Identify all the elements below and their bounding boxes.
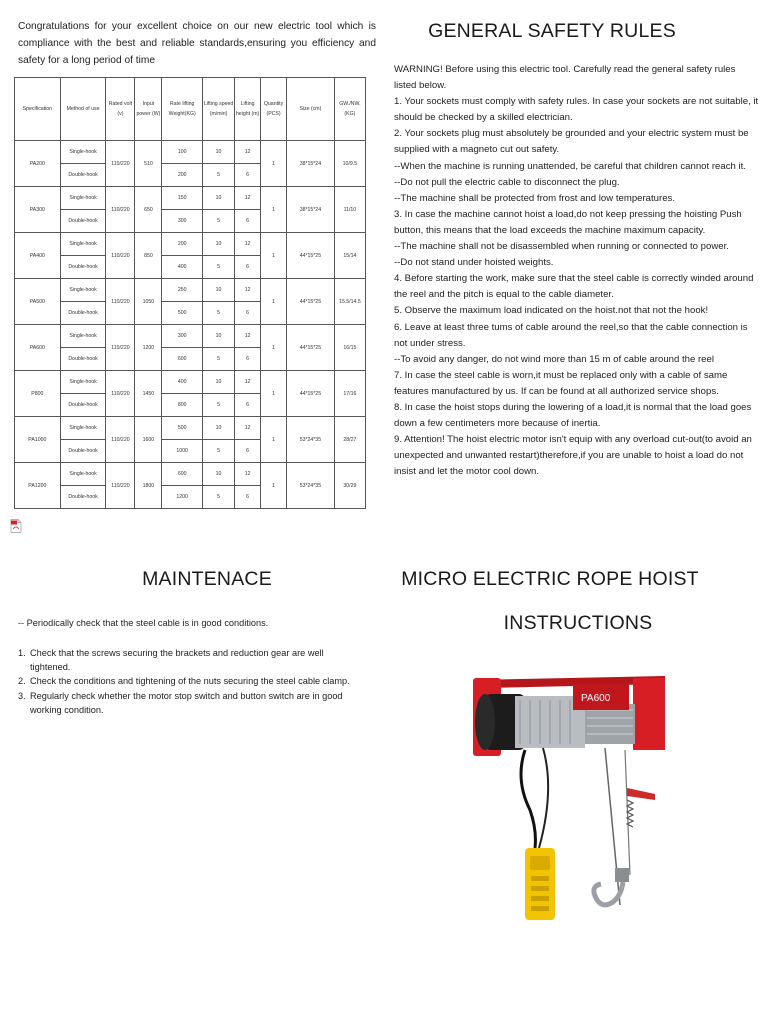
header-gw-nw: GW./NW. (KG) [334, 78, 365, 141]
height-cell: 6 [235, 164, 261, 187]
height-cell: 12 [235, 371, 261, 394]
height-cell: 12 [235, 325, 261, 348]
model-cell: PA500 [15, 279, 61, 325]
height-cell: 12 [235, 279, 261, 302]
height-cell: 12 [235, 233, 261, 256]
safety-line: --When the machine is running unattended, be careful that children cannot reach it. [394, 160, 746, 172]
method-cell: Single-hook [60, 325, 106, 348]
table-row [15, 417, 366, 440]
speed-cell: 10 [202, 279, 234, 302]
list-text: Check that the screws securing the brackets and reduction gear are well tightened. [30, 648, 324, 673]
speed-cell: 10 [202, 463, 234, 486]
volt-cell: 110/220 [106, 325, 135, 371]
weight-cell: 600 [162, 463, 203, 486]
quantity-cell: 1 [261, 463, 287, 509]
height-cell: 6 [235, 394, 261, 417]
size-cell: 44*15*25 [287, 233, 335, 279]
safety-line: --Do not stand under hoisted weights. [394, 257, 554, 269]
list-number: 2. [18, 676, 26, 687]
method-cell: Double-hook [60, 210, 106, 233]
maintenance-intro: -- Periodically check that the steel cable is in good conditions. [18, 618, 269, 628]
speed-cell: 10 [202, 417, 234, 440]
weight-cell: 200 [162, 233, 203, 256]
model-cell: PA200 [15, 141, 61, 187]
safety-line: WARNING! Before using this electric tool. Carefully read the general safety rules listed below. [394, 64, 736, 92]
maintenance-title: MAINTENACE [142, 568, 272, 590]
table-row [15, 371, 366, 394]
speed-cell: 10 [202, 371, 234, 394]
weight-cell: 300 [162, 325, 203, 348]
safety-line: --To avoid any danger, do not wind more than 15 m of cable around the reel [394, 353, 714, 365]
weight-cell: 1200 [162, 486, 203, 509]
speed-cell: 5 [202, 302, 234, 325]
safety-line: 6. Leave at least three tums of cable around the reel,so that the cable connection is not under stress. [394, 321, 748, 349]
table-row [15, 233, 366, 256]
safety-line: 4. Before starting the work, make sure that the steel cable is correctly winded around the reel and the pitch is equal to the cable diameter. [394, 273, 754, 301]
safety-rules-title: GENERAL SAFETY RULES [428, 20, 676, 42]
method-cell: Double-hook [60, 394, 106, 417]
list-text: Check the conditions and tightening of the nuts securing the steel cable clamp. [30, 676, 350, 687]
size-cell: 44*15*25 [287, 371, 335, 417]
table-row [15, 463, 366, 486]
height-cell: 6 [235, 210, 261, 233]
weight-cell: 300 [162, 210, 203, 233]
weight-cell: 600 [162, 348, 203, 371]
height-cell: 12 [235, 463, 261, 486]
model-cell: PA600 [15, 325, 61, 371]
speed-cell: 5 [202, 486, 234, 509]
size-cell: 38*15*24 [287, 187, 335, 233]
safety-rules-body [394, 62, 760, 480]
speed-cell: 10 [202, 233, 234, 256]
quantity-cell: 1 [261, 233, 287, 279]
intro-paragraph: Congratulations for your excellent choice on our new electric tool which is compliance with the best and reliable standards,ensuring you efficiency and safety for a long period of time [18, 21, 376, 66]
maintenance-list [18, 646, 363, 717]
method-cell: Single-hook [60, 463, 106, 486]
table-header-row [15, 78, 366, 141]
pdf-file-icon [10, 519, 22, 533]
table-row [15, 187, 366, 210]
safety-line: --The machine shall be protected from frost and low temperatures. [394, 192, 676, 204]
weight-cell: 800 [162, 394, 203, 417]
safety-line: 3. In case the machine cannot hoist a load,do not keep pressing the hoisting Push button, this means that the load exceeds the machine maximum capacity. [394, 208, 742, 236]
volt-cell: 110/220 [106, 279, 135, 325]
size-cell: 38*15*24 [287, 141, 335, 187]
quantity-cell: 1 [261, 141, 287, 187]
header-quantity: Quantity (PCS) [261, 78, 287, 141]
hoist-model-label: PA600 [581, 693, 611, 704]
weight-cell: 500 [162, 302, 203, 325]
power-cell: 1450 [135, 371, 162, 417]
power-cell: 650 [135, 187, 162, 233]
weight-cell: 150 [162, 187, 203, 210]
safety-line: 8. In case the hoist stops during the lowering of a load,it is normal that the load goes down a few centimeters more because of inertia. [394, 401, 752, 430]
method-cell: Double-hook [60, 302, 106, 325]
volt-cell: 110/220 [106, 233, 135, 279]
speed-cell: 10 [202, 325, 234, 348]
method-cell: Single-hook [60, 233, 106, 256]
safety-line: 2. Your sockets plug must absolutely be grounded and your electric system must be supplied with a magneto cut out safety. [394, 128, 749, 156]
gw-cell: 15.5/14.5 [334, 279, 365, 325]
height-cell: 6 [235, 440, 261, 463]
height-cell: 12 [235, 417, 261, 440]
gw-cell: 15/14 [334, 233, 365, 279]
power-cell: 1800 [135, 463, 162, 509]
method-cell: Single-hook [60, 141, 106, 164]
header-rated-volt: Rated volt (v) [106, 78, 135, 141]
weight-cell: 100 [162, 141, 203, 164]
header-rate-lifting: Rate lifting Weight(KG) [162, 78, 203, 141]
volt-cell: 110/220 [106, 417, 135, 463]
quantity-cell: 1 [261, 279, 287, 325]
quantity-cell: 1 [261, 417, 287, 463]
size-cell: 53*24*35 [287, 463, 335, 509]
gw-cell: 17/16 [334, 371, 365, 417]
power-cell: 850 [135, 233, 162, 279]
method-cell: Single-hook [60, 187, 106, 210]
power-cell: 510 [135, 141, 162, 187]
speed-cell: 5 [202, 394, 234, 417]
model-cell: PA300 [15, 187, 61, 233]
height-cell: 6 [235, 348, 261, 371]
product-title: MICRO ELECTRIC ROPE HOIST [401, 568, 699, 590]
speed-cell: 5 [202, 348, 234, 371]
list-item [18, 674, 363, 688]
list-item [18, 689, 363, 717]
quantity-cell: 1 [261, 325, 287, 371]
weight-cell: 250 [162, 279, 203, 302]
method-cell: Double-hook [60, 440, 106, 463]
power-cell: 1200 [135, 325, 162, 371]
weight-cell: 400 [162, 371, 203, 394]
volt-cell: 110/220 [106, 187, 135, 233]
method-cell: Double-hook [60, 486, 106, 509]
header-specification: Specification [15, 78, 61, 141]
speed-cell: 10 [202, 187, 234, 210]
method-cell: Single-hook [60, 371, 106, 394]
weight-cell: 500 [162, 417, 203, 440]
height-cell: 6 [235, 256, 261, 279]
quantity-cell: 1 [261, 371, 287, 417]
speed-cell: 5 [202, 210, 234, 233]
header-method: Method of use [60, 78, 106, 141]
size-cell: 44*15*25 [287, 279, 335, 325]
height-cell: 12 [235, 141, 261, 164]
height-cell: 12 [235, 187, 261, 210]
speed-cell: 5 [202, 256, 234, 279]
speed-cell: 10 [202, 141, 234, 164]
list-number: 1. [18, 648, 26, 658]
quantity-cell: 1 [261, 187, 287, 233]
header-input-power: Input power (W) [135, 78, 162, 141]
speed-cell: 5 [202, 440, 234, 463]
table-row [15, 325, 366, 348]
safety-line: 7. In case the steel cable is worn,it must be replaced only with a cable of same features manufactured by us. If can be found at all authorized service shops. [394, 369, 728, 397]
size-cell: 44*15*25 [287, 325, 335, 371]
header-lifting-speed: Lifting speed (m/min) [202, 78, 234, 141]
list-text: Regularly check whether the motor stop switch and button switch are in good working condition. [30, 690, 343, 715]
model-cell: PA1200 [15, 463, 61, 509]
method-cell: Single-hook [60, 279, 106, 302]
list-number: 3. [18, 690, 26, 701]
model-cell: PA1000 [15, 417, 61, 463]
height-cell: 6 [235, 486, 261, 509]
weight-cell: 400 [162, 256, 203, 279]
safety-line: 1. Your sockets must comply with safety rules. In case your sockets are not suitable, it should be checked by a skilled electrician. [394, 96, 759, 124]
method-cell: Double-hook [60, 256, 106, 279]
instructions-title: INSTRUCTIONS [503, 612, 653, 634]
volt-cell: 110/220 [106, 371, 135, 417]
table-row [15, 279, 366, 302]
model-cell: PA400 [15, 233, 61, 279]
power-cell: 1600 [135, 417, 162, 463]
list-item [18, 646, 363, 674]
volt-cell: 110/220 [106, 463, 135, 509]
gw-cell: 11/10 [334, 187, 365, 233]
method-cell: Double-hook [60, 348, 106, 371]
gw-cell: 10/9.5 [334, 141, 365, 187]
power-cell: 1050 [135, 279, 162, 325]
safety-line: 5. Observe the maximum load indicated on the hoist.not that not the hook! [394, 305, 709, 317]
electric-hoist-image [455, 670, 680, 935]
method-cell: Single-hook [60, 417, 106, 440]
safety-line: 9. Attention! The hoist electric motor isn't equip with any overload cut-out(to avoid an unexpected and unwanted restart)therefore,if you are unable to hoist a load do not insist and let the motor cool down. [394, 434, 752, 478]
method-cell: Double-hook [60, 164, 106, 187]
weight-cell: 1000 [162, 440, 203, 463]
safety-line: --Do not pull the electric cable to disconnect the plug. [394, 176, 620, 188]
header-size: Size (cm) [287, 78, 335, 141]
model-cell: P800 [15, 371, 61, 417]
safety-line: --The machine shall not be disassembled when running or connected to power. [394, 241, 729, 253]
weight-cell: 200 [162, 164, 203, 187]
height-cell: 6 [235, 302, 261, 325]
speed-cell: 5 [202, 164, 234, 187]
gw-cell: 28/27 [334, 417, 365, 463]
specification-table [14, 77, 366, 509]
table-row [15, 141, 366, 164]
volt-cell: 110/220 [106, 141, 135, 187]
size-cell: 53*24*35 [287, 417, 335, 463]
gw-cell: 16/15 [334, 325, 365, 371]
header-lifting-height: Lifting height (m) [235, 78, 261, 141]
gw-cell: 30/29 [334, 463, 365, 509]
